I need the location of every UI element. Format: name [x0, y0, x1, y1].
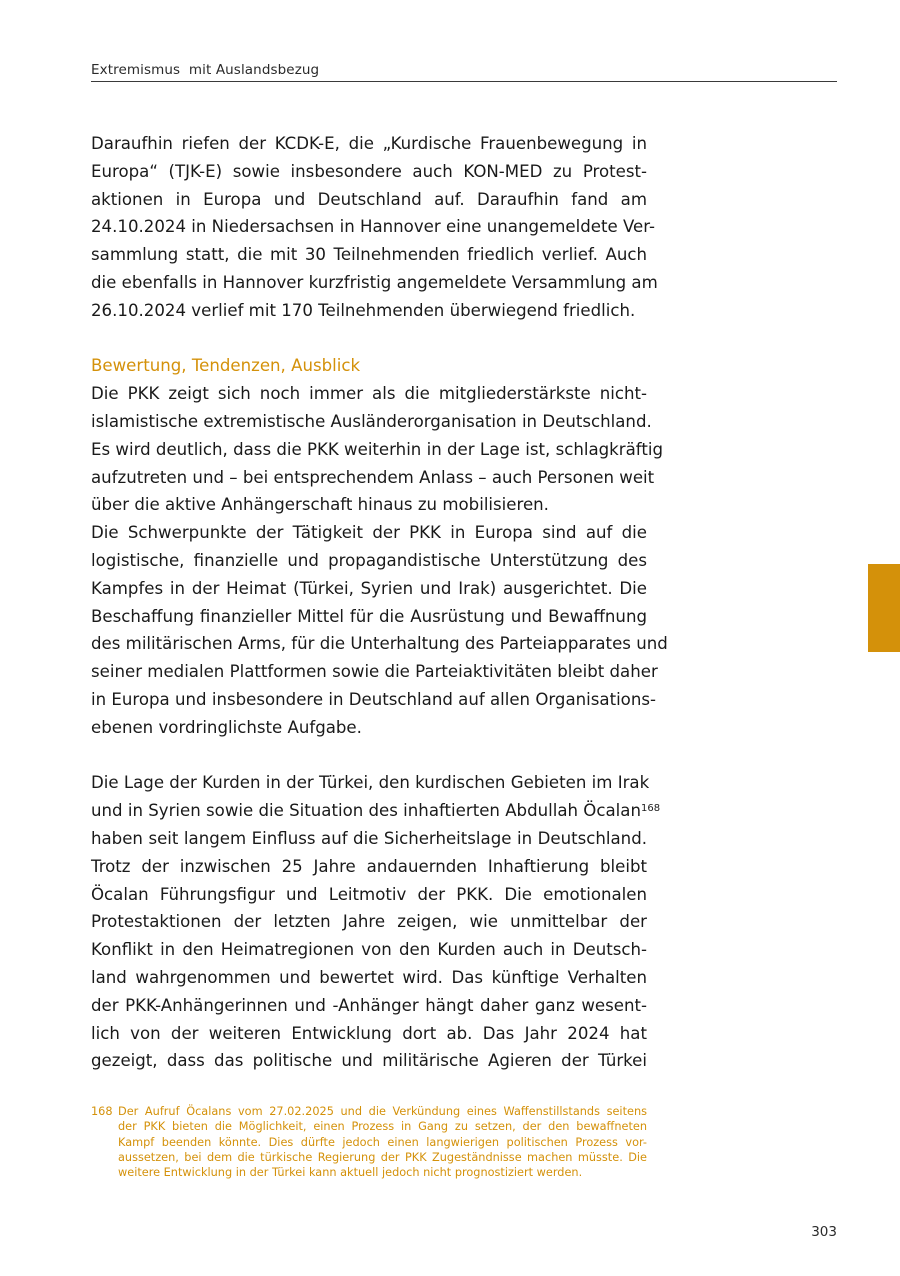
text-line: Die Schwerpunkte der Tätigkeit der PKK in Europa sind auf die	[91, 523, 647, 543]
paragraph-1	[91, 130, 658, 325]
text-line: des militärischen Arms, für die Unterhaltung des Parteiapparates und	[91, 634, 668, 654]
footnote-number: 168	[91, 1105, 113, 1118]
text-line: land wahrgenommen und bewertet wird. Das künftige Verhalten	[91, 967, 647, 987]
footnote-line: Der Aufruf Öcalans vom 27.02.2025 und die Verkündung eines Waffenstillstands seitens	[118, 1105, 647, 1118]
text-line: die ebenfalls in Hannover kurzfristig angemeldete Versammlung am	[91, 272, 658, 292]
header-title: Extremismus mit Auslandsbezug	[91, 62, 320, 78]
text-line: islamistische extremistische Ausländerorganisation in Deutschland.	[91, 411, 652, 431]
text-line: in Europa und insbesondere in Deutschland auf allen Organisations-	[91, 689, 656, 709]
footnote-line: aussetzen, bei dem die türkische Regierung der PKK Zugeständnisse machen müsste. Die	[118, 1150, 647, 1164]
text-line	[91, 797, 661, 825]
text-line: Kampfes in der Heimat (Türkei, Syrien und Irak) ausgerichtet. Die	[91, 578, 647, 598]
text-line: Beschaffung finanzieller Mittel für die Ausrüstung und Bewaffnung	[91, 606, 647, 626]
text-line: aufzutreten und – bei entsprechendem Anlass – auch Personen weit	[91, 467, 655, 487]
footnote-text	[118, 1104, 647, 1180]
footnote	[91, 1104, 647, 1180]
text-line: Die PKK zeigt sich noch immer als die mitgliederstärkste nicht-	[91, 384, 647, 404]
text-line: gezeigt, dass das politische und militärische Agieren der Türkei	[91, 1051, 647, 1071]
text-line: ebenen vordringlichste Aufgabe.	[91, 717, 362, 737]
footnote-reference[interactable]: 168	[640, 803, 661, 815]
paragraph-2	[91, 380, 663, 519]
text-line: aktionen in Europa und Deutschland auf. Daraufhin fand am	[91, 189, 647, 209]
paragraph-gap	[91, 742, 647, 770]
chapter-tab-marker	[868, 564, 900, 652]
body-text	[91, 130, 668, 1075]
text-line: Die Lage der Kurden in der Türkei, den kurdischen Gebieten im Irak	[91, 773, 650, 793]
text-line-content: und in Syrien sowie die Situation des inhaftierten Abdullah Öcalan	[91, 801, 641, 821]
footnote-line: Kampf beenden könnte. Dies dürfte jedoch einen langwierigen politischen Prozess vor-	[118, 1135, 647, 1149]
text-line: Konflikt in den Heimatregionen von den Kurden auch in Deutsch-	[91, 940, 647, 960]
text-line: seiner medialen Plattformen sowie die Parteiaktivitäten bleibt daher	[91, 662, 658, 682]
section-heading: Bewertung, Tendenzen, Ausblick	[91, 356, 361, 376]
text-line: Öcalan Führungsfigur und Leitmotiv der PKK. Die emotionalen	[91, 884, 647, 904]
page-number: 303	[811, 1224, 837, 1240]
text-line: Europa“ (TJK-E) sowie insbesondere auch KON-MED zu Protest-	[91, 161, 647, 181]
footnote-line: weitere Entwicklung in der Türkei kann aktuell jedoch nicht prognostiziert werden.	[118, 1166, 583, 1180]
text-line: Es wird deutlich, dass die PKK weiterhin in der Lage ist, schlagkräftig	[91, 439, 663, 459]
text-line: logistische, finanzielle und propagandistische Unterstützung des	[91, 550, 647, 570]
text-line: 24.10.2024 in Niedersachsen in Hannover eine unangemeldete Ver-	[91, 217, 655, 237]
text-line: Protestaktionen der letzten Jahre zeigen, wie unmittelbar der	[91, 912, 647, 932]
footnote-line: der PKK bieten die Möglichkeit, einen Prozess in Gang zu setzen, der den bewaffneten	[118, 1120, 647, 1134]
text-line: lich von der weiteren Entwicklung dort ab. Das Jahr 2024 hat	[91, 1023, 647, 1043]
text-line: über die aktive Anhängerschaft hinaus zu mobilisieren.	[91, 495, 549, 515]
paragraph-4	[91, 769, 661, 1075]
running-header	[91, 59, 837, 82]
text-line: haben seit langem Einfluss auf die Sicherheitslage in Deutschland.	[91, 828, 647, 848]
text-line: der PKK-Anhängerinnen und -Anhänger hängt daher ganz wesent-	[91, 995, 647, 1015]
text-line: sammlung statt, die mit 30 Teilnehmenden friedlich verlief. Auch	[91, 245, 647, 265]
text-line: Trotz der inzwischen 25 Jahre andauernden Inhaftierung bleibt	[91, 856, 647, 876]
text-line: 26.10.2024 verlief mit 170 Teilnehmenden überwiegend friedlich.	[91, 300, 636, 320]
text-line: Daraufhin riefen der KCDK-E, die „Kurdische Frauenbewegung in	[91, 134, 647, 153]
paragraph-gap	[91, 325, 647, 353]
paragraph-3	[91, 519, 668, 741]
